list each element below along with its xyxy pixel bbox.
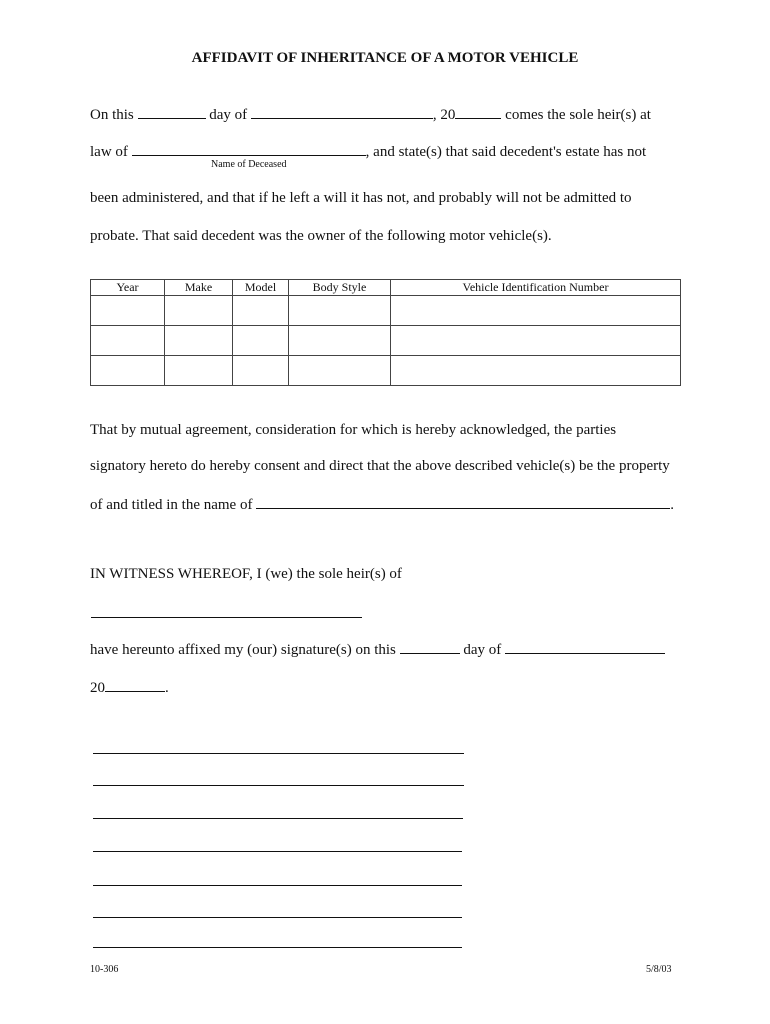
signature-month-blank[interactable] (505, 639, 665, 654)
cell-model[interactable] (233, 296, 289, 326)
col-vin: Vehicle Identification Number (391, 280, 681, 296)
day-blank[interactable] (138, 104, 206, 119)
witness-year-prefix: 20 (90, 680, 105, 696)
col-model: Model (233, 280, 289, 296)
signature-line-2[interactable] (93, 785, 464, 786)
deceased-caption: Name of Deceased (211, 159, 287, 170)
col-body-style: Body Style (289, 280, 391, 296)
signature-year-blank[interactable] (105, 677, 165, 692)
cell-year[interactable] (91, 326, 165, 356)
intro-on-this: On this (90, 107, 134, 123)
col-year: Year (91, 280, 165, 296)
signature-line-4[interactable] (93, 851, 462, 852)
signature-line-3[interactable] (93, 818, 463, 819)
cell-vin[interactable] (391, 356, 681, 386)
vehicle-table (90, 279, 681, 386)
year-blank[interactable] (455, 104, 501, 119)
signature-day-blank[interactable] (400, 639, 460, 654)
intro-line-1 (90, 104, 651, 124)
signature-line-5[interactable] (93, 885, 462, 886)
intro-law-of: law of (90, 144, 128, 160)
intro-estate-text: , and state(s) that said decedent's estate has not (365, 144, 647, 160)
cell-vin[interactable] (391, 326, 681, 356)
cell-vin[interactable] (391, 296, 681, 326)
table-row (91, 296, 681, 326)
vehicle-table-header (91, 280, 681, 296)
col-make: Make (165, 280, 233, 296)
cell-body-style[interactable] (289, 326, 391, 356)
titled-in-name-of: of and titled in the name of (90, 497, 253, 513)
heir-name-blank[interactable] (91, 617, 362, 618)
witness-period: . (165, 680, 169, 696)
table-row (91, 356, 681, 386)
witness-day-of: day of (463, 642, 502, 658)
intro-line-2 (90, 141, 646, 161)
cell-model[interactable] (233, 326, 289, 356)
witness-line-1: IN WITNESS WHEREOF, I (we) the sole heir(s) of (90, 566, 402, 582)
intro-day-of: day of (209, 107, 248, 123)
cell-make[interactable] (165, 296, 233, 326)
form-number: 10-306 (90, 964, 119, 975)
cell-body-style[interactable] (289, 296, 391, 326)
cell-year[interactable] (91, 296, 165, 326)
affixed-signatures-text: have hereunto affixed my (our) signature(s) on this (90, 642, 396, 658)
cell-make[interactable] (165, 326, 233, 356)
signature-line-7[interactable] (93, 947, 462, 948)
revision-date: 5/8/03 (646, 964, 672, 975)
agreement-line-1: That by mutual agreement, consideration for which is hereby acknowledged, the parties (90, 422, 617, 438)
titled-name-blank[interactable] (256, 494, 670, 509)
cell-model[interactable] (233, 356, 289, 386)
deceased-name-blank[interactable] (132, 141, 366, 156)
cell-year[interactable] (91, 356, 165, 386)
intro-line-4: probate. That said decedent was the owner of the following motor vehicle(s). (90, 228, 552, 244)
document-title: AFFIDAVIT OF INHERITANCE OF A MOTOR VEHICLE (191, 50, 579, 66)
witness-line-2 (90, 639, 665, 659)
cell-make[interactable] (165, 356, 233, 386)
agreement-period: . (670, 497, 674, 513)
intro-comes-heirs: comes the sole heir(s) at (505, 107, 651, 123)
intro-year-prefix: , 20 (432, 107, 456, 123)
table-row (91, 326, 681, 356)
intro-line-3: been administered, and that if he left a will it has not, and probably will not be admitted to (90, 190, 632, 206)
witness-line-3 (90, 677, 169, 697)
signature-line-6[interactable] (93, 917, 462, 918)
agreement-line-2: signatory hereto do hereby consent and direct that the above described vehicle(s) be the property (90, 458, 670, 474)
signature-line-1[interactable] (93, 753, 464, 754)
month-blank[interactable] (251, 104, 433, 119)
cell-body-style[interactable] (289, 356, 391, 386)
agreement-line-3 (90, 494, 674, 514)
